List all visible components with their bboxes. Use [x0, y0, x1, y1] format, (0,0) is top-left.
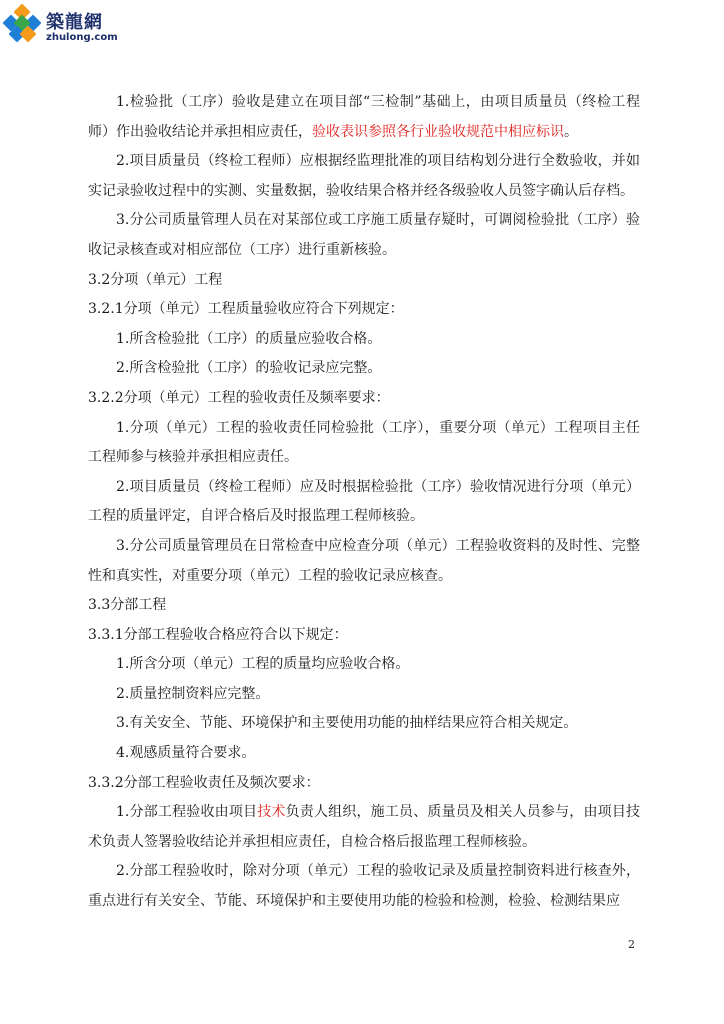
paragraph-p16: 3.有关安全、节能、环境保护和主要使用功能的抽样结果应符合相关规定。	[116, 715, 578, 732]
paragraph-p7: 2.所含检验批（工序）的验收记录应完整。	[116, 360, 382, 377]
paragraph-p9: 1.分项（单元）工程的验收责任同检验批（工序），重要分项（单元）工程项目主任工程师参与核验并承担相应责任。	[88, 419, 640, 466]
subsection-heading-3-2-2: 3.2.2分项（单元）工程的验收责任及频率要求：	[88, 389, 390, 406]
paragraph-p20: 2.分部工程验收时，除对分项（单元）工程的验收记录及质量控制资料进行核查外，重点进行有关安全、节能、环境保护和主要使用功能的检验和检测，检验、检测结果应	[88, 863, 640, 910]
section-heading-3-2: 3.2分项（单元）工程	[88, 271, 223, 288]
paragraph-p19: 1.分部工程验收由项目技术负责人组织，施工员、质量员及相关人员参与，由项目技术负责人签署验收结论并承担相应责任，自检合格后报监理工程师核验。	[88, 804, 641, 850]
subsection-heading-3-3-1: 3.3.1分部工程验收合格应符合以下规定：	[88, 626, 348, 643]
paragraph-p11: 3.分公司质量管理员在日常检查中应检查分项（单元）工程验收资料的及时性、完整性和真实性，对重要分项（单元）工程的验收记录应核查。	[88, 537, 640, 584]
highlighted-text: 验收表识参照各行业验收规范中相应标识	[312, 123, 564, 140]
paragraph-p17: 4.观感质量符合要求。	[116, 745, 256, 762]
paragraph-p6: 1.所含检验批（工序）的质量应验收合格。	[116, 330, 382, 347]
logo-text-en: zhulong.com	[46, 32, 118, 43]
paragraph-p2: 2.项目质量员（终检工程师）应根据经监理批准的项目结构划分进行全数验收，并如实记录验收过程中的实测、实量数据，验收结果合格并经各级验收人员签字确认后存档。	[88, 153, 640, 199]
paragraph-p1: 1.检验批（工序）验收是建立在项目部“三检制”基础上，由项目质量员（终检工程师）作出验收结论并承担相应责任，验收表识参照各行业验收规范中相应标识。	[88, 94, 640, 140]
subsection-heading-3-3-2: 3.3.2分部工程验收责任及频次要求：	[88, 774, 320, 791]
zhulong-logo	[2, 2, 118, 50]
logo-text-cn: 築龍網	[46, 12, 103, 33]
paragraph-p3: 3.分公司质量管理人员在对某部位或工序施工质量存疑时，可调阅检验批（工序）验收记录核查或对相应部位（工序）进行重新核验。	[88, 212, 640, 258]
paragraph-p10: 2.项目质量员（终检工程师）应及时根据检验批（工序）验收情况进行分项（单元）工程的质量评定，自评合格后及时报监理工程师核验。	[88, 478, 640, 525]
page-number: 2	[628, 938, 635, 951]
subsection-heading-3-2-1: 3.2.1分项（单元）工程质量验收应符合下列规定：	[88, 301, 404, 318]
highlighted-text: 技术	[257, 804, 286, 821]
paragraph-p15: 2.质量控制资料应完整。	[116, 685, 270, 702]
document-body	[88, 88, 640, 917]
paragraph-p14: 1.所含分项（单元）工程的质量均应验收合格。	[116, 656, 410, 673]
zhulong-logo-icon	[2, 4, 44, 48]
section-heading-3-3: 3.3分部工程	[88, 597, 167, 614]
